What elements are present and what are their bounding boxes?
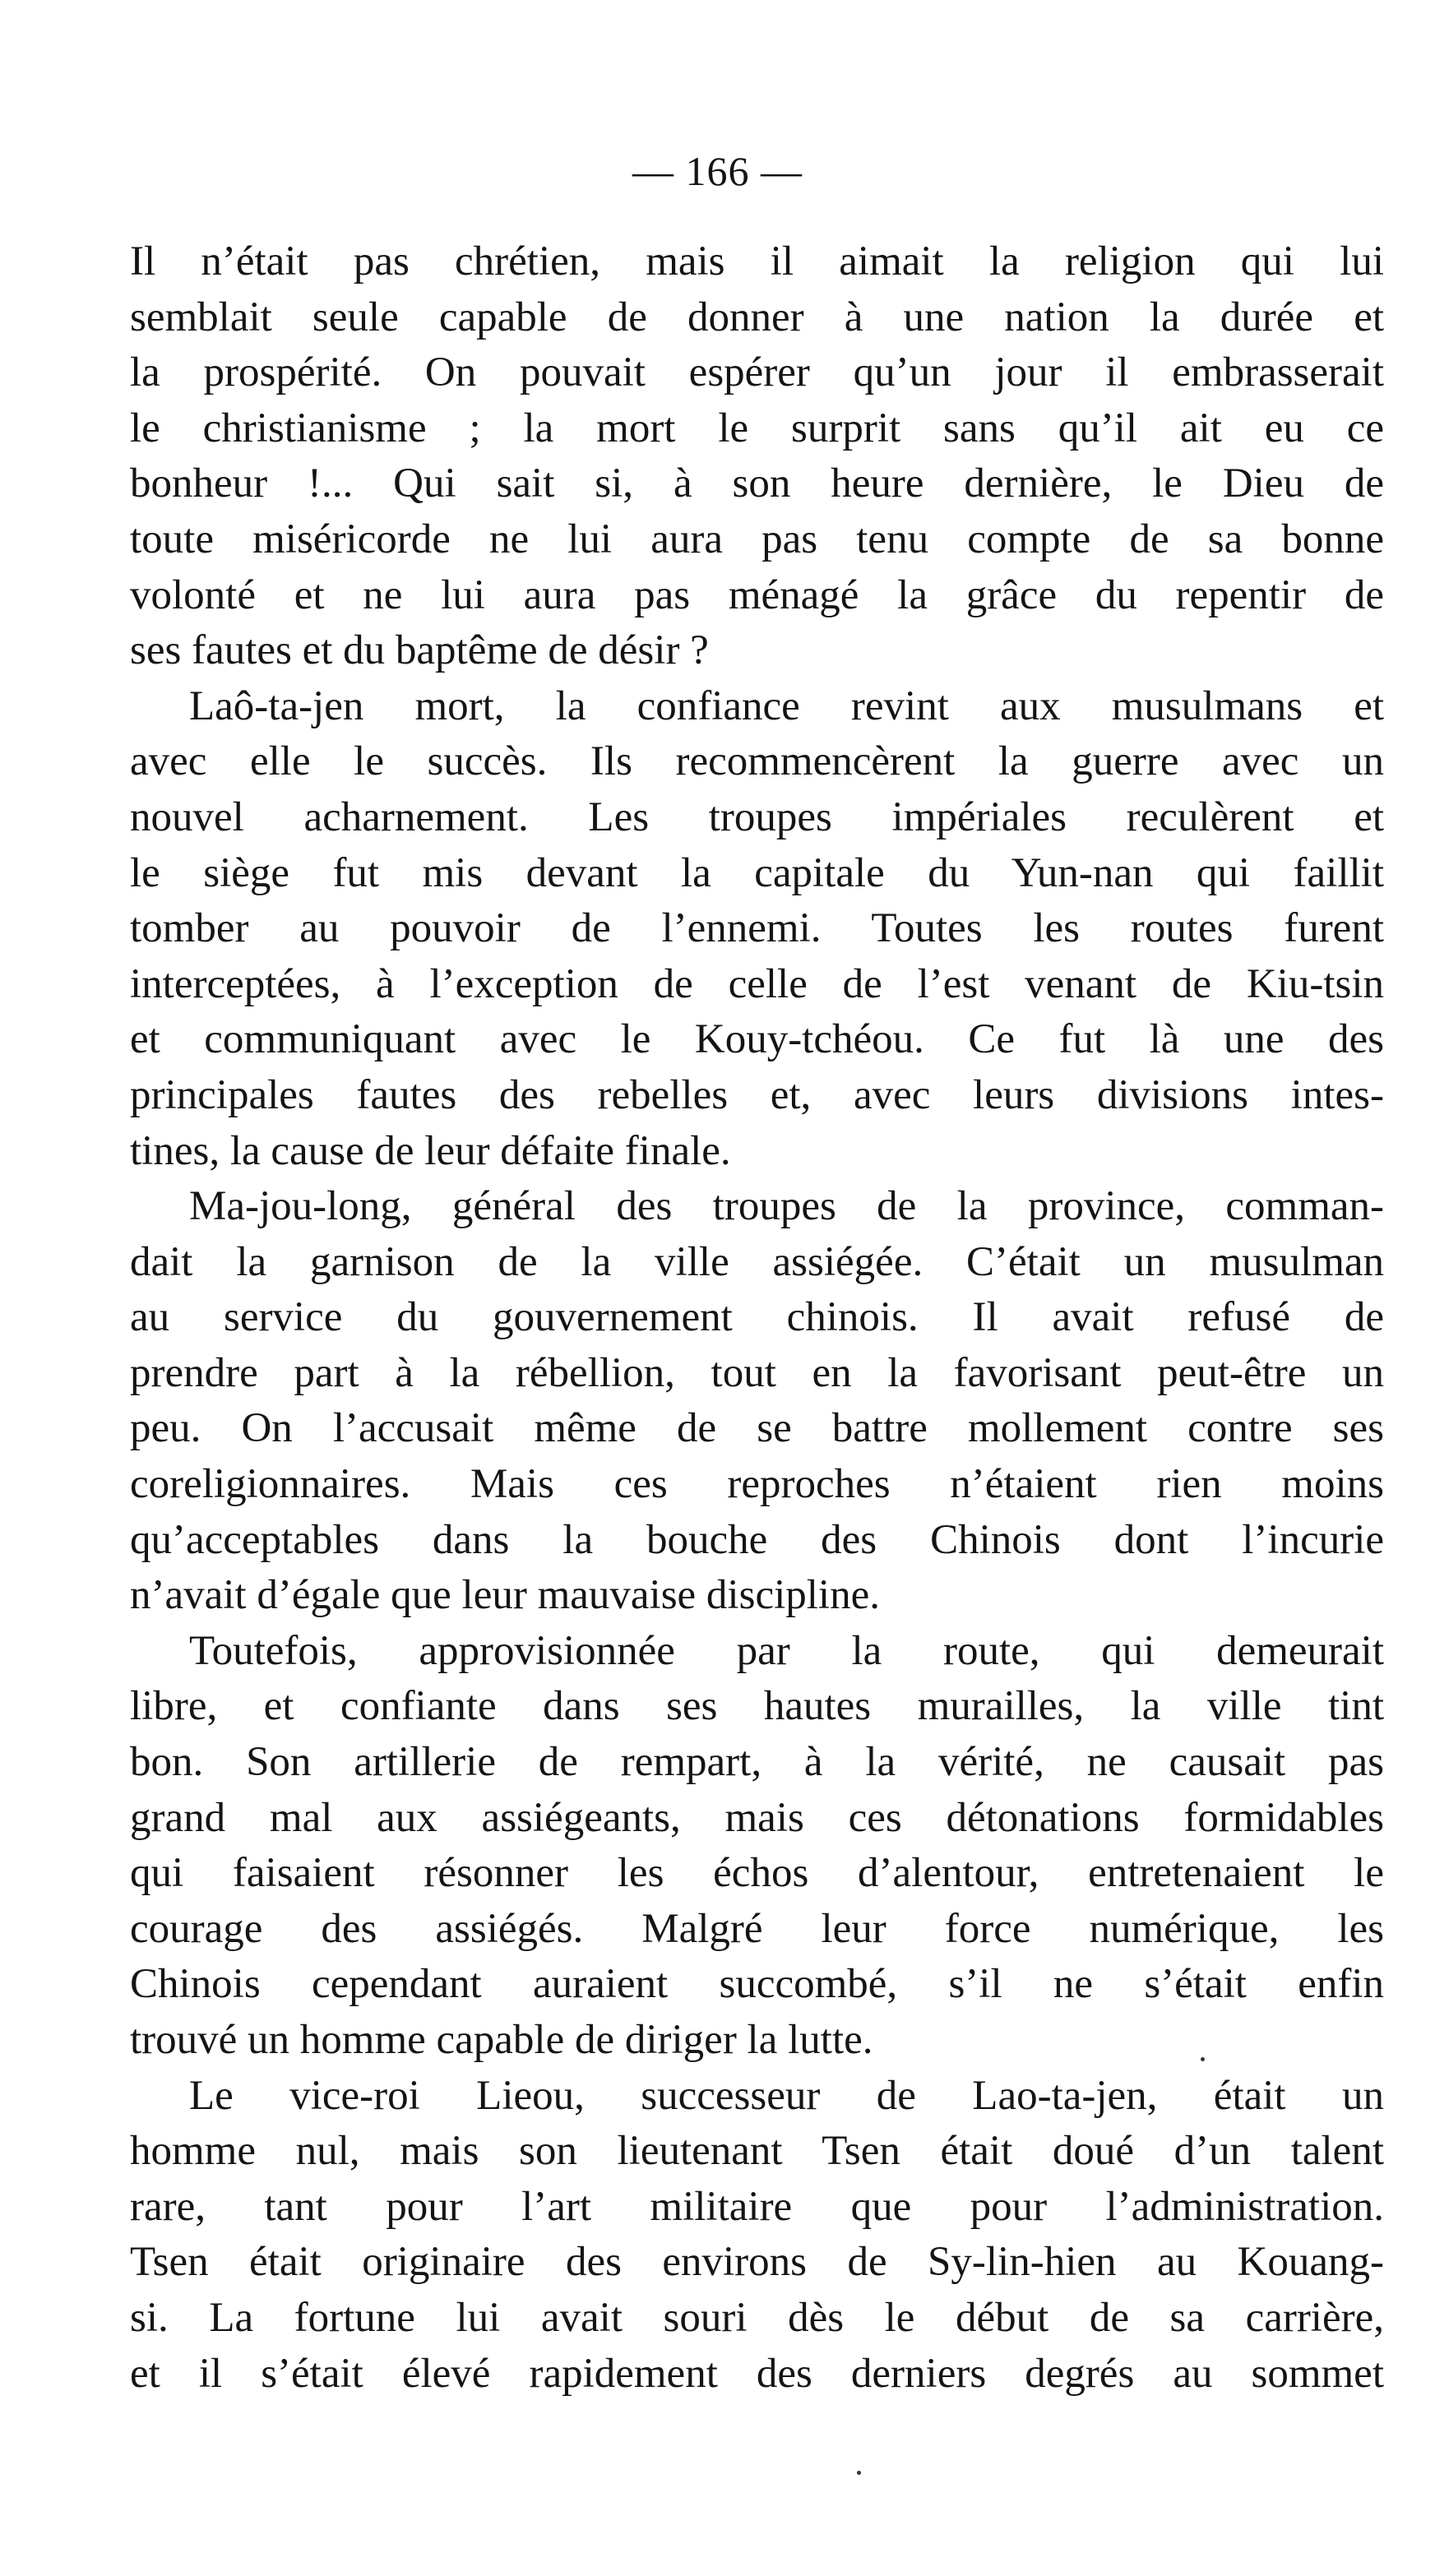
text-line: bonheur !... Qui sait si, à son heure dernière, le Dieu de bbox=[130, 460, 1384, 507]
text-line: le siège fut mis devant la capitale du Yun-nan qui faillit bbox=[130, 849, 1384, 896]
text-line: dait la garnison de la ville assiégée. C’était un musulman bbox=[130, 1238, 1384, 1285]
text-line: tomber au pouvoir de l’ennemi. Toutes les routes furent bbox=[130, 905, 1384, 952]
text-line: Chinois cependant auraient succombé, s’il ne s’était enfin bbox=[130, 1961, 1384, 2008]
text-line: volonté et ne lui aura pas ménagé la grâce du repentir de bbox=[130, 571, 1384, 618]
text-line: ses fautes et du baptême de désir ? bbox=[130, 627, 709, 674]
text-line: si. La fortune lui avait souri dès le début de sa carrière, bbox=[130, 2294, 1384, 2341]
body-text bbox=[130, 234, 1384, 2402]
text-line: libre, et confiante dans ses hautes murailles, la ville tint bbox=[130, 1683, 1384, 1730]
text-line: qu’acceptables dans la bouche des Chinois dont l’incurie bbox=[130, 1516, 1384, 1563]
text-line: qui faisaient résonner les échos d’alentour, entretenaient le bbox=[130, 1850, 1384, 1897]
text-line: trouvé un homme capable de diriger la lutte. bbox=[130, 2017, 873, 2063]
text-line: principales fautes des rebelles et, avec leurs divisions intes- bbox=[130, 1071, 1384, 1118]
text-line: Il n’était pas chrétien, mais il aimait la religion qui lui bbox=[130, 238, 1384, 284]
text-line: avec elle le succès. Ils recommencèrent la guerre avec un bbox=[130, 738, 1384, 785]
text-line: au service du gouvernement chinois. Il avait refusé de bbox=[130, 1294, 1384, 1341]
text-line: semblait seule capable de donner à une nation la durée et bbox=[130, 294, 1384, 340]
ink-speck bbox=[857, 2471, 861, 2475]
text-line: Tsen était originaire des environs de Sy-lin-hien au Kouang- bbox=[130, 2239, 1384, 2286]
text-line: rare, tant pour l’art militaire que pour l’administration. bbox=[130, 2183, 1384, 2230]
text-line: toute miséricorde ne lui aura pas tenu compte de sa bonne bbox=[130, 516, 1384, 562]
text-line: Laô-ta-jen mort, la confiance revint aux musulmans et bbox=[189, 682, 1384, 729]
text-line: tines, la cause de leur défaite finale. bbox=[130, 1127, 731, 1174]
text-line: nouvel acharnement. Les troupes impériales reculèrent et bbox=[130, 793, 1384, 840]
text-line: n’avait d’égale que leur mauvaise discipline. bbox=[130, 1572, 880, 1619]
ink-speck bbox=[1201, 2057, 1205, 2061]
text-line: courage des assiégés. Malgré leur force numérique, les bbox=[130, 1905, 1384, 1952]
text-line: la prospérité. On pouvait espérer qu’un jour il embrasserait bbox=[130, 349, 1384, 396]
text-line: Ma-jou-long, général des troupes de la province, comman- bbox=[189, 1183, 1384, 1230]
text-line: et communiquant avec le Kouy-tchéou. Ce fut là une des bbox=[130, 1016, 1384, 1063]
text-line: homme nul, mais son lieutenant Tsen était doué d’un talent bbox=[130, 2128, 1384, 2175]
text-line: grand mal aux assiégeants, mais ces détonations formidables bbox=[130, 1794, 1384, 1841]
text-line: Le vice-roi Lieou, successeur de Lao-ta-jen, était un bbox=[189, 2072, 1384, 2119]
text-line: Toutefois, approvisionnée par la route, qui demeurait bbox=[189, 1627, 1384, 1674]
text-line: interceptées, à l’exception de celle de l’est venant de Kiu-tsin bbox=[130, 960, 1384, 1007]
text-line: peu. On l’accusait même de se battre mollement contre ses bbox=[130, 1405, 1384, 1452]
text-line: bon. Son artillerie de rempart, à la vérité, ne causait pas bbox=[130, 1739, 1384, 1786]
text-line: le christianisme ; la mort le surprit sans qu’il ait eu ce bbox=[130, 405, 1384, 451]
page-number: — 166 — bbox=[632, 148, 803, 194]
text-line: prendre part à la rébellion, tout en la favorisant peut-être un bbox=[130, 1349, 1384, 1396]
text-line: et il s’était élevé rapidement des derniers degrés au sommet bbox=[130, 2350, 1384, 2397]
text-line: coreligionnaires. Mais ces reproches n’étaient rien moins bbox=[130, 1461, 1384, 1508]
